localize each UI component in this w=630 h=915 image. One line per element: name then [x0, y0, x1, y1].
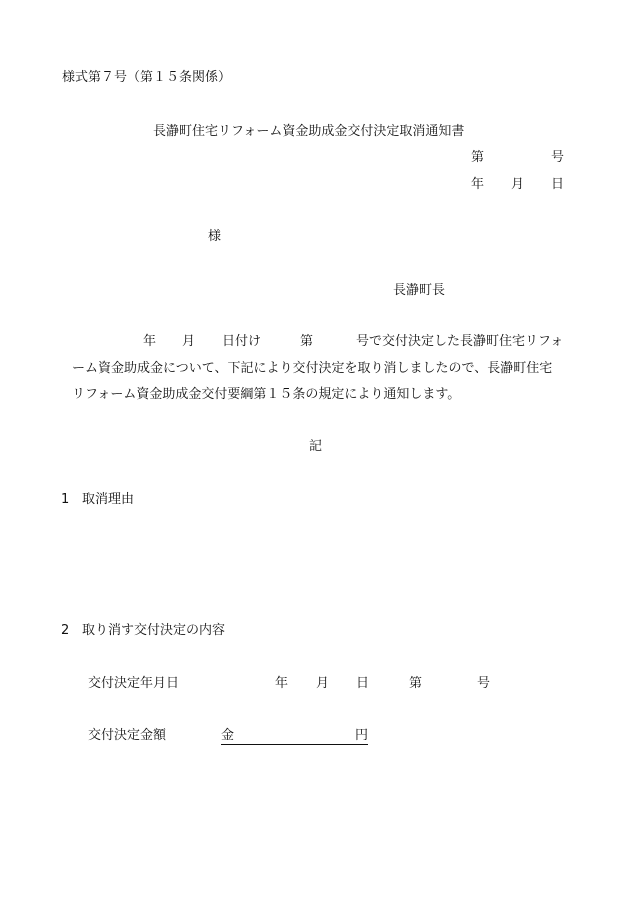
- decision-date-label: 交付決定年月日: [88, 676, 180, 691]
- ki-heading: 記: [309, 439, 323, 454]
- section2-number: 2: [61, 623, 70, 638]
- doc-date-day: 日: [551, 177, 565, 192]
- doc-date-month: 月: [511, 177, 525, 192]
- decision-number-suffix: 号: [477, 676, 491, 691]
- addressee-suffix: 様: [208, 229, 222, 244]
- doc-date-year: 年: [471, 177, 485, 192]
- section1-number: 1: [61, 492, 70, 507]
- body-line1-rest: 号で交付決定した長瀞町住宅リフォ: [356, 334, 564, 349]
- document-title: 長瀞町住宅リフォーム資金助成金交付決定取消通知書: [153, 124, 465, 139]
- body-day: 日付け: [222, 334, 262, 349]
- body-line3: リフォーム資金助成金交付要綱第１５条の規定により通知します。: [72, 387, 461, 402]
- amount-prefix: 金: [221, 728, 235, 743]
- decision-date-month: 月: [316, 676, 330, 691]
- decision-number-prefix: 第: [409, 676, 423, 691]
- body-year: 年: [143, 334, 157, 349]
- body-line2: ーム資金助成金について、下記により交付決定を取り消しましたので、長瀞町住宅: [72, 361, 553, 376]
- doc-number-prefix: 第: [471, 150, 485, 165]
- form-number: 様式第７号（第１５条関係）: [62, 70, 232, 85]
- decision-date-year: 年: [275, 676, 289, 691]
- amount-suffix: 円: [355, 728, 369, 743]
- decision-amount-label: 交付決定金額: [88, 728, 167, 743]
- amount-underline: [221, 744, 368, 745]
- issuer-name: 長瀞町長: [393, 283, 446, 298]
- doc-number-suffix: 号: [551, 150, 565, 165]
- section2-label: 取り消す交付決定の内容: [82, 623, 226, 638]
- section1-label: 取消理由: [82, 492, 135, 507]
- decision-date-day: 日: [356, 676, 370, 691]
- body-number-prefix: 第: [300, 334, 314, 349]
- body-month: 月: [182, 334, 196, 349]
